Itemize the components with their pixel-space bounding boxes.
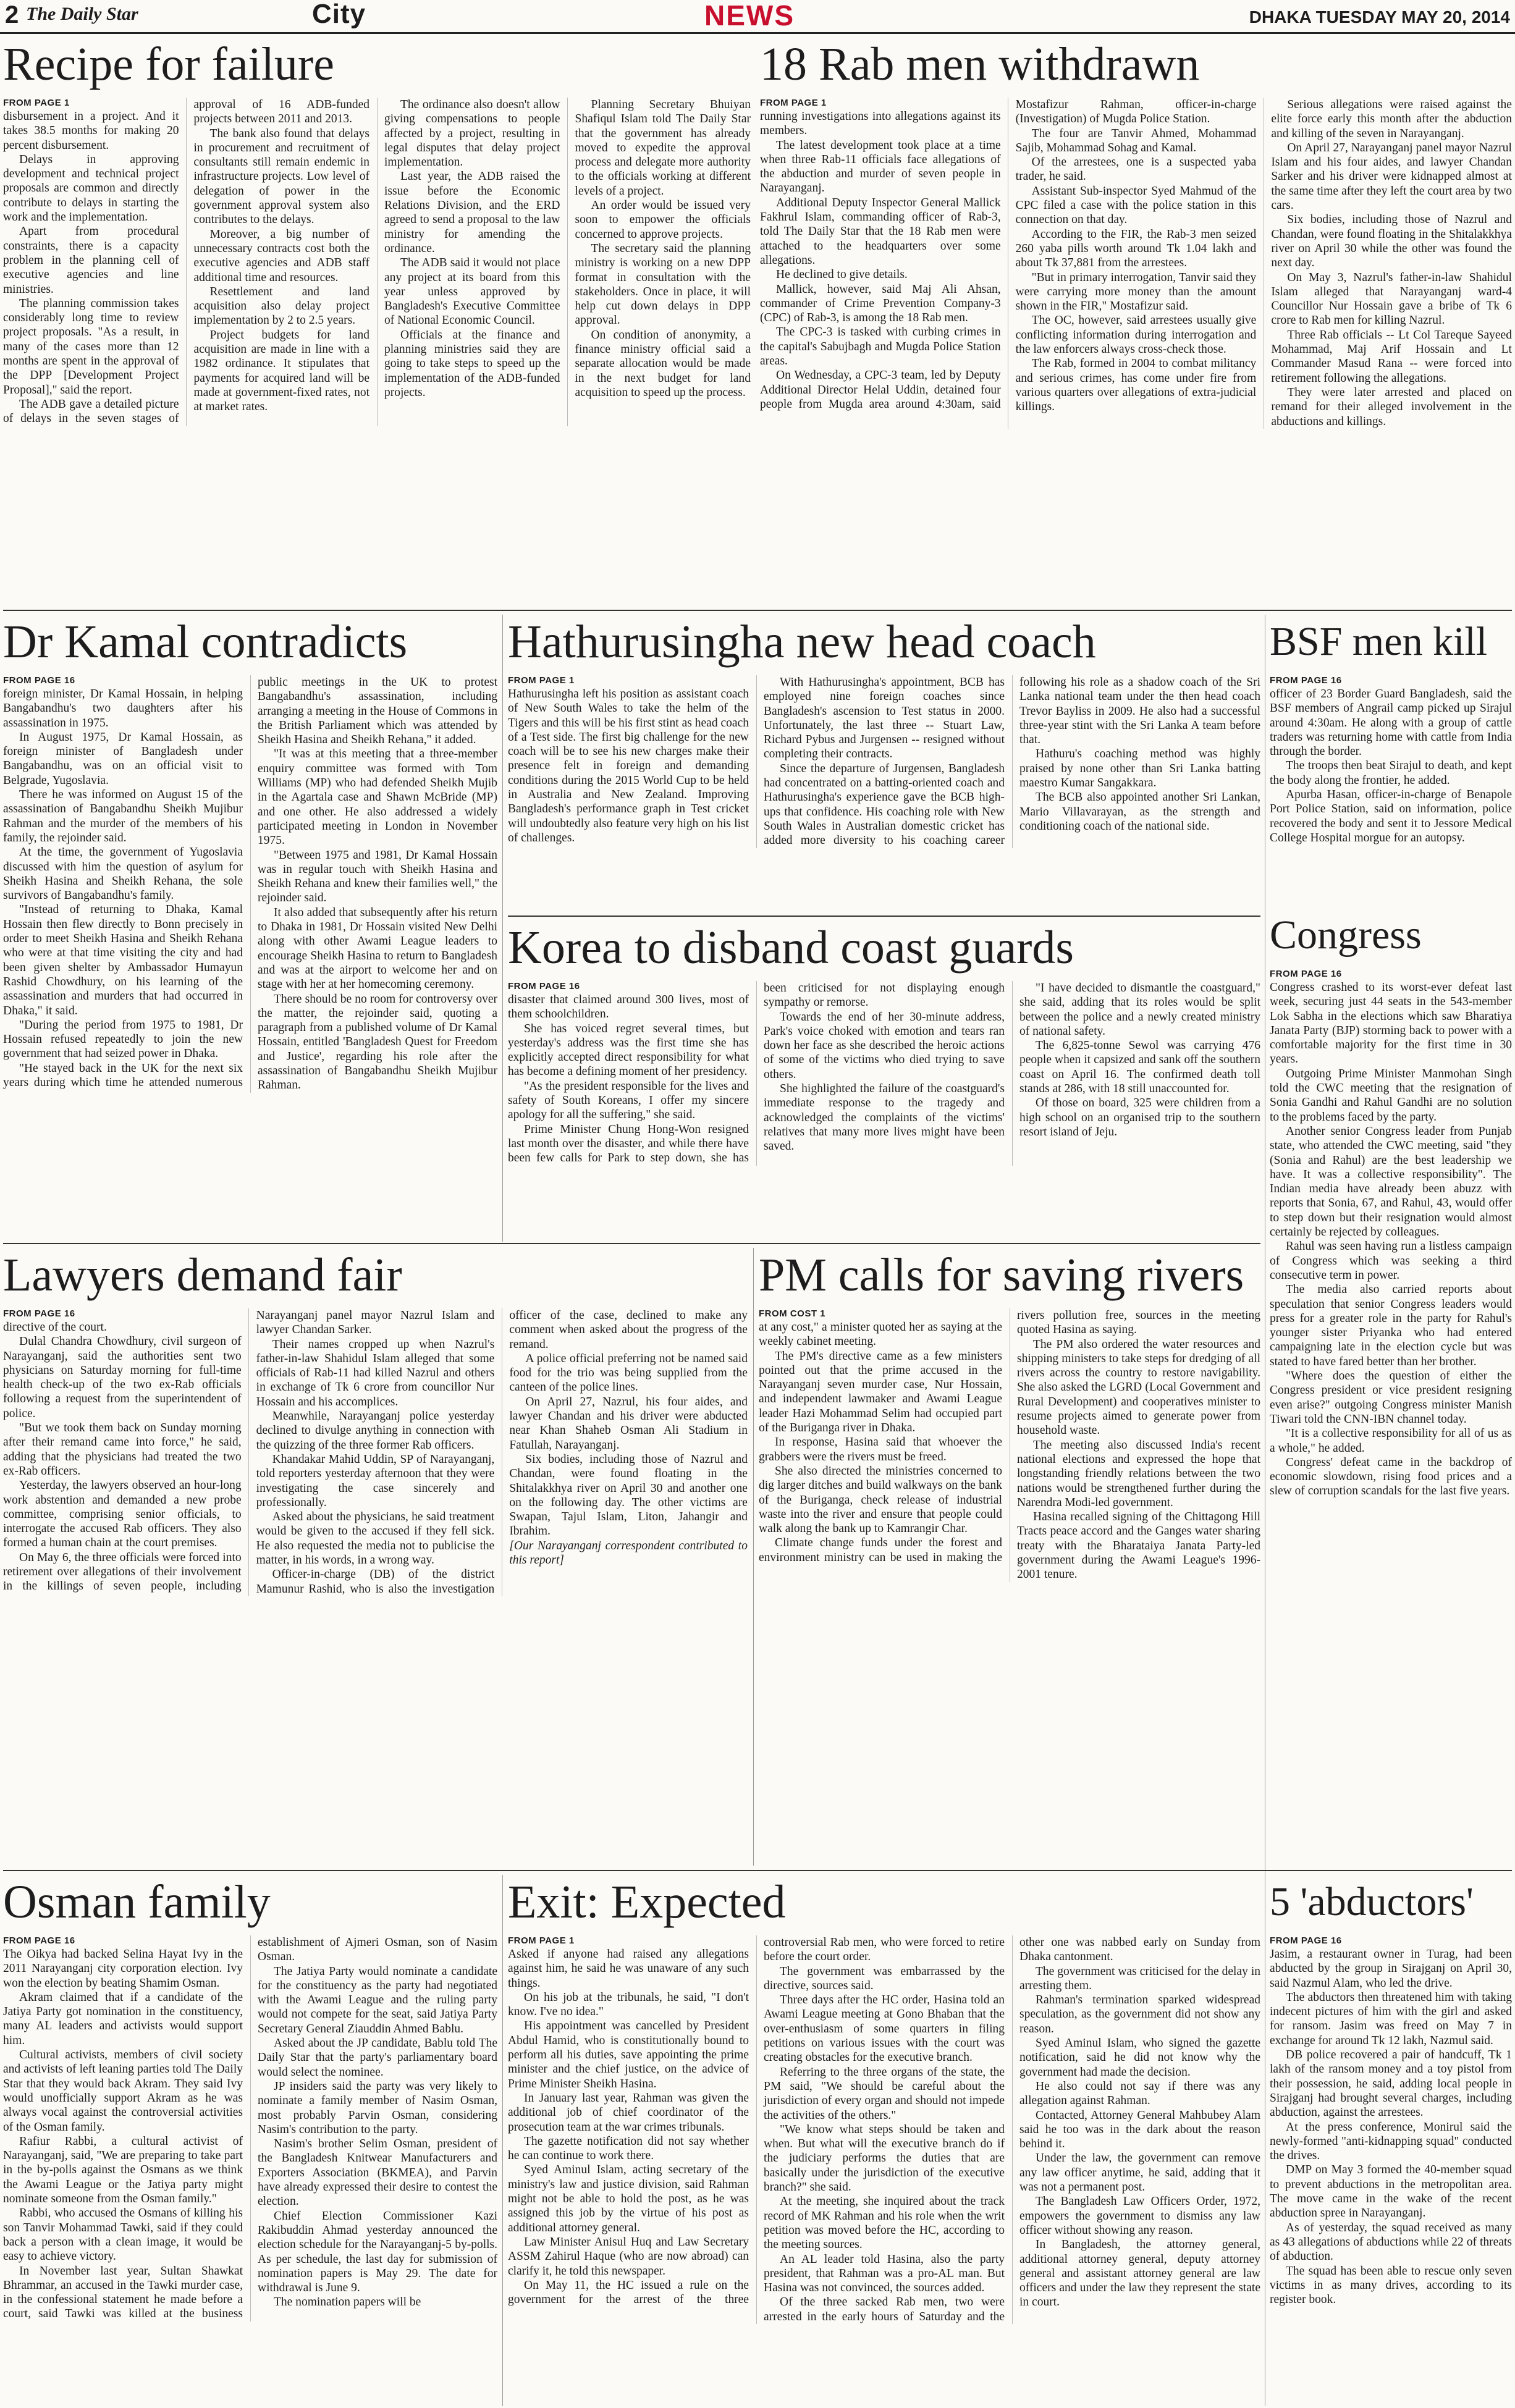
article-body [3,675,497,1093]
article-body [759,1308,1260,1582]
paragraph: Rabbi, who accused the Osmans of killing his son Tanvir Mohammad Tawki, said if they could back a person with a clean image, it would be easy to achieve victory. [3,2207,243,2263]
divider [508,916,1260,917]
paragraph: It also added that subsequently after his return to Dhaka in 1981, Dr Hossain visited New Delhi along with other Awami League leaders to encourage Sheikh Hasina to return to Bangladesh and was at the airport to welcome her and on stage with her at her homecoming ceremony. [258,906,497,991]
paragraph: directive of the court. [3,1321,107,1334]
paragraph: "He stayed back in the UK for the next six years during which time he attended numerous public meetings in the UK to protest Bangabandhu's assassination, including arranging a meeting in the House of Commons in the British Parliament which was attended by Sheikh Hasina and Sheikh Rehana," it added. [3,676,497,1090]
paragraph: She also directed the ministries concerned to dig larger ditches and build walkways on the bank of the Buriganga, check release of industrial waste into the river and ensure that people could walk along the bank up to Kamrangir Char. [759,1464,1002,1536]
paragraph: The PM also ordered the water resources and shipping ministers to take steps for dredging of all rivers across the country to restore navigability. She also asked the LGRD (Local Government and Rural Development) and cooperatives minister to resume projects aimed to generate power from household waste. [1017,1337,1260,1438]
paper-logo: The Daily Star [26,4,138,24]
paragraph: "It was at this meeting that a three-member enquiry committee was formed with Tom Williams (MP) who had defended Sheikh Mujib in the Agartala case and Shawn McBride (MP) and one other. He also addressed a widely participated meeting in London in November 1975. [258,747,497,848]
paragraph: An order would be issued very soon to empower the officials concerned to approve projects. [575,199,751,241]
paragraph: He declined to give details. [776,268,908,282]
headline: Dr Kamal contradicts [3,616,408,668]
divider [3,1243,1260,1244]
headline: Lawyers demand fair [3,1249,402,1301]
paragraph: On April 27, Narayanganj panel mayor Nazrul Islam and his four aides, and lawyer Chandan Sarker and his driver were kidnapped almost at the same time after they left the court area by two cars. [1271,141,1512,213]
paragraph: Contacted, Attorney General Mahbubey Alam said he too was in the dark about the reason behind it. [1019,2108,1260,2151]
paragraph: Syed Aminul Islam, acting secretary of the ministry's law and justice division, said Rahman might not be able to hold the post, as he was assigned this job by the virtue of his post as additional attorney general. [508,2163,749,2234]
continuation-kicker: FROM PAGE 1 [508,675,575,686]
paragraph: Rahman's termination sparked widespread speculation, as the government did not show any reason. [1019,1993,1260,2035]
continuation-kicker: FROM COST 1 [759,1308,826,1319]
paragraph: The gazette notification did not say whether he can continue to work there. [508,2134,749,2163]
paragraph: "Instead of returning to Dhaka, Kamal Hossain then flew directly to Bonn precisely in order to meet Sheikh Hasina and Sheikh Rehana who were at that time visiting the city and had been given shelter by Ambassador Humayun Rashid Chowdhury, on his learning of the assassination and murders that had occurred in Dhaka," it said. [3,903,243,1017]
paragraph: He also could not say if there was any allegation against Rahman. [1019,2079,1260,2108]
paragraph: at any cost," a minister quoted her as saying at the weekly cabinet meeting. [759,1321,1002,1349]
paragraph: The Oikya had backed Selina Hayat Ivy in the 2011 Narayanganj city corporation election. Ivy won the election by beating Shamim Osman. [3,1948,243,1990]
paragraph: The troops then beat Sirajul to death, and kept the body along the frontier, he added. [1270,759,1512,787]
divider [3,610,1512,611]
paragraph: With Hathurusingha's appointment, BCB has employed nine foreign coaches since Bangladesh's ascension to Test status in 2000. Unfortunately, the last three -- Stuart Law, Richard Pybus and Jurgensen -- resigned without completing their contracts. [764,676,1005,761]
article-body [1270,675,1512,845]
divider [502,1875,503,2406]
article-body [3,1308,748,1596]
story-congress [1270,908,1512,1863]
paragraph: The squad has been able to rescue only seven victims in as many drives, according to its register book. [1270,2264,1512,2307]
divider [753,1248,754,1866]
paragraph: The Jatiya Party would nominate a candidate for the constituency as the party had negotiated with the Awami League and the ruling party would not compete for the seat, said Jatiya Party Secretary General Ziauddin Ahmed Bablu. [258,1964,497,2035]
paragraph: She highlighted the failure of the coastguard's immediate response to the tragedy and acknowledged the complaints of the victims' relatives that many more lives might have been saved. [764,1082,1005,1153]
paragraph: Of those on board, 325 were children from a high school on an organised trip to the southern resort island of Jeju. [1019,1097,1260,1139]
paragraph: In January last year, Rahman was given the additional job of chief coordinator of the prosecution team at the war crimes tribunals. [508,2091,749,2134]
story-lawyers-demand-fair [3,1248,748,1866]
paragraph: The Rab, formed in 2004 to combat militancy and serious crimes, has come under fire from various quarters over allegations of extra-judicial killings. [1015,357,1257,414]
paragraph: The government was embarrassed by the directive, sources said. [764,1964,1005,1992]
article-body [3,98,751,426]
story-bsf-men-kill [1270,615,1512,899]
paragraph: There he was informed on August 15 of the assassination of Bangabandhu Sheikh Mujibur Rahman and the murder of the members of his family, the rejoinder said. [3,788,243,844]
paragraph: She has voiced regret several times, but yesterday's address was the first time she has explicitly accepted direct responsibility for what has become a defining moment of her presidency. [508,1022,749,1079]
paragraph: The nomination papers will be [274,2296,421,2309]
paragraph: As of yesterday, the squad received as many as 43 allegations of abductions while 22 of threats of abduction. [1270,2221,1512,2263]
story-osman-family [3,1875,497,2406]
paragraph: On condition of anonymity, a finance ministry official said a separate allocation would be made in the next budget for land acquisition to speed up the process. [575,328,751,399]
headline: Congress [1270,912,1422,958]
continuation-kicker: FROM PAGE 16 [1270,1935,1342,1946]
paragraph: "I have decided to dismantle the coastguard," she said, adding that its roles would be split between the police and a newly created ministry of national safety. [1019,982,1260,1038]
paragraph: Three Rab officials -- Lt Col Tareque Sayeed Mohammad, Maj Arif Hossain and Lt Commander Masud Rana -- were forced into retirement following the allegations. [1271,328,1512,385]
paragraph: At the meeting, she inquired about the track record of MK Rahman and his role when the writ petition was moved before the HC, according to the meeting sources. [764,2195,1005,2252]
paragraph: On April 27, Nazrul, his four aides, and lawyer Chandan and his driver were abducted near Khan Shaheb Osman Ali Stadium in Fatullah, Narayanganj. [509,1395,748,1452]
paragraph: "As the president responsible for the lives and safety of South Koreans, I offer my sincere apology for all the suffering," she said. [508,1079,749,1122]
paragraph: officer of 23 Border Guard Bangladesh, said the BSF members of Angrail camp picked up Sirajul around 4:30am. He along with a group of cattle traders was returning home with cattle from India through the border. [1270,688,1512,759]
paragraph: running investigations into allegations against its members. [760,110,1001,138]
paragraph: Hathuru's coaching method was highly praised by none other than Sri Lanka batting maestro Kumar Sangakkara. [1019,747,1260,790]
paragraph: The Bangladesh Law Officers Order, 1972, empowers the government to dismiss any law officer without showing any reason. [1019,2195,1260,2237]
paragraph: The CPC-3 is tasked with curbing crimes in the capital's Sabujbagh and Mugda Police Station areas. [760,326,1001,368]
paragraph: The ordinance also doesn't allow giving compensations to people affected by a project, resulting in legal disputes that delay project implementation. [384,98,560,169]
paragraph: On his job at the tribunals, he said, "I don't know. I've no idea." [508,1990,749,2019]
paragraph: Towards the end of her 30-minute address, Park's voice choked with emotion and tears ran down her face as she described the heroic actions of some of the victims who died trying to save others. [764,1010,1005,1081]
paragraph: JP insiders said the party was very likely to nominate a family member of Nasim Osman, most probably Parvin Osman, considering Nasim's contribution to the party. [258,2079,497,2136]
article-body [508,675,1260,848]
paragraph: DMP on May 3 formed the 40-member squad to prevent abductions in the metropolitan area. The move came in the wake of the recent abduction spree in Narayanganj. [1270,2163,1512,2220]
paragraph: "But in primary interrogation, Tanvir said they were carrying more money than the amount shown in the FIR," Mostafizur said. [1015,271,1257,313]
paragraph: Officer-in-charge (DB) of the district Mamunur Rashid, who is also the investigation officer of the case, declined to make any comment when asked about the progress of the remand. [256,1309,748,1596]
section-title: City [312,0,366,29]
paragraph: Three days after the HC order, Hasina told an Awami League meeting at Gono Bhaban that the over-enthusiasm of some quarters in filing petitions on various issues with the court was creating obstacles for the executive branch. [764,1993,1005,2065]
dateline: DHAKA TUESDAY MAY 20, 2014 [1249,7,1510,27]
article-body [508,981,1260,1166]
paragraph: Yesterday, the lawyers observed an hour-long work abstention and demanded a new probe committee, comprising senior officials, to interrogate the accused Rab officers. They also formed a human chain at the court premises. [3,1479,242,1550]
paragraph: Of the three sacked Rab men, two were arrested in the early hours of Saturday and the other one was nabbed early on Sunday from Dhaka cantonment. [764,1936,1260,2323]
page-number: 2 [5,1,19,28]
headline: Osman family [3,1876,271,1928]
continuation-kicker: FROM PAGE 16 [3,675,75,686]
divider [502,615,503,1242]
paragraph: Resettlement and land acquisition also delay project implementation by 2 to 2.5 years. [193,285,369,327]
paragraph: "Where does the question of either the Congress president or vice president resigning even arise?" outgoing Congress minister Manish Tiwari told the CNN-IBN channel today. [1270,1370,1512,1426]
paragraph: Referring to the three organs of the state, the PM said, "We should be careful about the jurisdiction of every organ and should not impede the activities of the others." [764,2065,1005,2122]
paragraph: Serious allegations were raised against the elite force early this month after the abduction and killing of the seven in Narayanganj. [1271,98,1512,140]
paragraph: Assistant Sub-inspector Syed Mahmud of the CPC filed a case with the police station in this connection on that day. [1015,184,1257,227]
paragraph: The government was criticised for the delay in arresting them. [1019,1964,1260,1992]
continuation-kicker: FROM PAGE 1 [3,98,70,108]
story-rab-men-withdrawn [760,37,1512,605]
paragraph: Six bodies, including those of Nazrul and Chandan, were found floating in the Shitalakkhya river on April 30 and another one on the following day. The other victims are Swapan, Tajul Islam, Liton, Jahangir and Ibrahim. [509,1452,748,1538]
paragraph: At the time, the government of Yugoslavia discussed with him the question of asylum for Sheikh Hasina and Sheikh Rehana, the sole survivors of Bangabandhu's family. [3,846,243,903]
paragraph: The ADB said it would not place any project at its board from this year unless approved by Bangladesh's Executive Committee of National Economic Council. [384,256,560,327]
paragraph: Hasina recalled signing of the Chittagong Hill Tracts peace accord and the Ganges water sharing treaty with the Bharataiya Janata Party-led government during the Awami League's 1996-2001 tenure. [1017,1510,1260,1581]
paragraph: The abductors then threatened him with taking indecent pictures of him with the girl and asked for ransom. Jasim was freed on May 7 in exchange for around Tk 12 lakh, Nazmul said. [1270,1990,1512,2047]
paragraph: Asked if anyone had raised any allegations against him, he said he was unaware of any such things. [508,1948,749,1990]
divider [3,1870,1512,1871]
paragraph: The four are Tanvir Ahmed, Mohammad Sajib, Mohammad Sohag and Kamal. [1015,127,1257,154]
headline: Recipe for failure [3,38,334,90]
paragraph: Jasim, a restaurant owner in Turag, had been abducted by the group in Sirajganj on April 30, said Nazmul Alam, who led the drive. [1270,1948,1512,1990]
headline: Exit: Expected [508,1876,786,1928]
paragraph: "Between 1975 and 1981, Dr Kamal Hossain was in regular touch with Sheikh Hasina and Sheikh Rehana and knew their families well," the rejoinder said. [258,848,497,905]
paragraph: Prime Minister Chung Hong-Won resigned last month over the disaster, and while there have been few calls for Park to step down, she has been criticised for not displaying enough sympathy or remorse. [508,982,1005,1165]
paragraph: On May 6, the three officials were forced into retirement over allegations of their involvement in the killings of seven people, including Narayanganj panel mayor Nazrul Islam and lawyer Chandan Sarker. [3,1309,495,1593]
paragraph: Last year, the ADB raised the issue before the Economic Relations Division, and the ERD agreed to send a proposal to the law ministry for amending the ordinance. [384,170,560,255]
paragraph: The BCB also appointed another Sri Lankan, Mario Villavarayan, as the strength and conditioning coach of the national side. [1019,791,1260,833]
paragraph: On Wednesday, a CPC-3 team, led by Deputy Additional Director Helal Uddin, detained four people from Mugda area around 4:30am, said Mostafizur Rahman, officer-in-charge (Investigation) of Mugda Police Station. [760,98,1257,411]
story-5-abductors [1270,1875,1512,2406]
paragraph: "But we took them back on Sunday morning after their remand came into force," he said, adding that the physicians had treated the two ex-Rab officers. [3,1421,242,1478]
paragraph: Planning Secretary Bhuiyan Shafiqul Islam told The Daily Star that the government has already moved to expedite the approval process and delegate more authority to the officials working at different levels of a project. [575,98,751,198]
continuation-kicker: FROM PAGE 16 [3,1935,75,1946]
paragraph: Apurba Hasan, officer-in-charge of Benapole Port Police Station, said on information, police recovered the body and sent it to Jessore Medical College Hospital morgue for an autopsy. [1270,788,1512,844]
paragraph: Congress' defeat came in the backdrop of economic slowdown, rising food prices and a slew of corruption scandals for the last five years. [1270,1455,1512,1498]
paragraph: Moreover, a big number of unnecessary contracts cost both the executive agencies and ADB staff additional time and resources. [193,227,369,284]
paragraph: Under the law, the government can remove any law officer anytime, he said, adding that it was not a permanent post. [1019,2152,1260,2194]
paragraph: Apart from procedural constraints, there is a capacity problem in the planning cell of executive agencies and line ministries. [3,225,179,296]
headline: Hathurusingha new head coach [508,616,1096,668]
paragraph: Chief Election Commissioner Kazi Rakibuddin Ahmad yesterday announced the election schedule for the Narayanganj-5 by-polls. As per schedule, the last day for submission of nomination papers is May 29. The date for withdrawal is June 9. [258,2209,497,2295]
paragraph: The PM's directive came as a few ministers pointed out that the prime accused in the Narayanganj seven murder case, Nur Hossain, and independent lawmaker and Awami League leader Hazi Mohammad Selim had occupied part of the Buriganga river in Dhaka. [759,1349,1002,1435]
paragraph: His appointment was cancelled by President Abdul Hamid, who is constitutionally bound to perform all his duties, save appointing the prime minister and the chief justice, on the advice of Prime Minister Sheikh Hasina. [508,2019,749,2090]
paragraph: The meeting also discussed India's recent national elections and expressed the hope that longstanding friendly relations between the two nations would be strengthened further during the Narendra Modi-led government. [1017,1438,1260,1509]
paragraph: The bank also found that delays in procurement and recruitment of consultants still remain endemic in infrastructure projects. Low level of delegation of power in the government approval system also contributes to the delays. [193,127,369,227]
paragraph: Their names cropped up when Nazrul's father-in-law Shahidul Islam alleged that some officials of Rab-11 had killed Nazrul and others in exchange of Tk 6 crore from councillor Nur Hossain and his accomplices. [256,1337,495,1408]
paragraph: DB police recovered a pair of handcuff, Tk 1 lakh of the ransom money and a toy pistol from their possession, he said, adding local people in Sirajganj had brought several charges, including abduction, against the arrestees. [1270,2048,1512,2120]
paragraph: Climate change funds under the forest and environment ministry can be used in making the rivers pollution free, sources in the meeting quoted Hasina as saying. [759,1309,1260,1564]
story-exit-expected [508,1875,1260,2406]
headline: 18 Rab men withdrawn [760,38,1200,90]
headline: PM calls for saving rivers [759,1249,1244,1301]
story-korea-coast-guards [508,920,1260,1239]
paragraph: Delays in approving development and technical project proposals are common and directly contribute to delays in starting the work and the implementation. [3,153,179,224]
paragraph: Cultural activists, members of civil society and activists of left leaning parties told The Daily Star that they would back Akram. They said Ivy would unofficially support Akram as he was always vocal against the controversial activities of the Osman family. [3,2048,243,2134]
continuation-kicker: FROM PAGE 16 [3,1308,75,1319]
paragraph: There should be no room for controversy over the matter, the rejoinder said, quoting a paragraph from a published volume of Dr Kamal Hossain, entitled 'Bangladesh Quest for Freedom and Justice', regarding his role after the assassination of Bangabandhu Sheikh Mujibur Rahman. [258,992,497,1092]
paragraph: The ADB gave a detailed picture of delays in the seven stages of approval of 16 ADB-funded projects between 2011 and 2013. [3,98,369,426]
article-body [3,1935,497,2322]
article-body [1270,969,1512,1499]
paragraph: An AL leader told Hasina, also the party president, that Rahman was a pro-AL man. But Hasina was not convinced, the sources added. [764,2252,1005,2295]
paragraph: Dulal Chandra Chowdhury, civil surgeon of Narayanganj, said the authorities sent two physicians on Saturday morning for full-time health check-up of the two ex-Rab officials following a request from the superintendent of police. [3,1335,242,1420]
paragraph: At the press conference, Monirul said the newly-formed "anti-kidnapping squad" conducted the drives. [1270,2120,1512,2163]
paragraph: "We know what steps should be taken and when. But what will the executive branch do if the judiciary performs the duties that are basically under the jurisdiction of the executive branch?" she said. [764,2123,1005,2194]
paragraph: Project budgets for land acquisition are made in line with a 1982 ordinance. It stipulates that payments for acquired land will be made at government-fixed rates, not at market rates. [193,328,369,414]
paragraph: Syed Aminul Islam, who signed the gazette notification, said he did not know why the government had made the decision. [1019,2037,1260,2079]
paragraph: In November last year, Sultan Shawkat Bhrammar, an accused in the Tawki murder case, in the confessional statement he made before a court, said Tawki was killed at the business establishment of Ajmeri Osman, son of Nasim Osman. [3,1936,497,2321]
paragraph: Rahul was seen having run a listless campaign of Congress which was seeking a third consecutive term in power. [1270,1240,1512,1282]
paragraph: "During the period from 1975 to 1981, Dr Hossain refused repeatedly to join the new government that had seized power in Dhaka. [3,1018,243,1061]
headline: 5 'abductors' [1270,1879,1474,1924]
story-hathurusingha-head-coach [508,615,1260,911]
paragraph: They were later arrested and placed on remand for their alleged involvement in the abductions and killings. [1271,385,1512,428]
paragraph: According to the FIR, the Rab-3 men seized 260 yaba pills worth around Tk 1.04 lakh and about Tk 37,881 from the arrestees. [1015,227,1257,270]
story-dr-kamal-contradicts [3,615,497,1239]
news-label: NEWS [704,0,795,32]
paragraph: disbursement in a project. And it takes 38.5 months for making 20 percent disbursement. [3,110,179,152]
paragraph: Akram claimed that if a candidate of the Jatiya Party got nomination in the constituency, many AL leaders and activists would support him. [3,1990,243,2047]
paragraph: Hathurusingha left his position as assistant coach of New South Wales to take the helm of the Tigers and this will be his first stint as head coach of a Test side. The first big challenge for the new coach will be to see his new charges make their presence felt in foreign and demanding conditions during the 2015 World Cup to be held in Australia and New Zealand. Improving Bangladesh's performance graph in Test cricket will undoubtedly also feature very high on his list of challenges. [508,688,749,844]
paragraph: Nasim's brother Selim Osman, president of the Bangladesh Knitwear Manufacturers and Exporters Association (BKMEA), and Parvin have already expressed their desire to contest the election. [258,2137,497,2208]
paragraph: Rafiur Rabbi, a cultural activist of Narayanganj, said, "We are preparing to take part in the by-polls against the Osmans as we think the Awami League or the Jatiya party might nominate someone from the Osman family." [3,2134,243,2206]
article-body [508,1935,1260,2324]
paragraph: A police official preferring not be named said food for the trio was being supplied from the canteen of the police lines. [509,1352,748,1394]
continuation-kicker: FROM PAGE 1 [508,1935,575,1946]
paragraph: Since the departure of Jurgensen, Bangladesh had concentrated on a batting-oriented coach and Hathurusingha's experience gave the BCB high-ups that confidence. His coaching role with New South Wales in Australian domestic cricket has added more diversity to his coaching career following his role as a shadow coach of the Sri Lanka national team under the then head coach Trevor Bayliss in 2009. He also had a successful three-year stint with the Sri Lanka A team before that. [764,676,1260,848]
continuation-kicker: FROM PAGE 16 [1270,969,1342,979]
paragraph: disaster that claimed around 300 lives, most of them schoolchildren. [508,993,749,1021]
article-body [760,98,1512,429]
paragraph: Outgoing Prime Minister Manmohan Singh told the CWC meeting that the resignation of Sonia Gandhi and Rahul Gandhi are no solution to the problems faced by the party. [1270,1067,1512,1124]
paragraph: On May 11, the HC issued a rule on the government for the arrest of the three controversial Rab men, who were forced to retire before the court order. [508,1936,1005,2307]
headline: BSF men kill [1270,619,1488,664]
paragraph: In response, Hasina said that whoever the grabbers were the rivers must be freed. [759,1436,1002,1463]
correspondent-note: [Our Narayanganj correspondent contributed to this report] [509,1539,748,1567]
paragraph: The planning commission takes considerably long time to review project proposals. "As a result, in many of the cases more than 12 months are spent in the approval of the DPP [Development Project Proposal]," said the report. [3,297,179,397]
article-body [1270,1935,1512,2307]
paragraph: "It is a collective responsibility for all of us as a whole," he added. [1270,1427,1512,1455]
paragraph: Asked about the physicians, he said treatment would be given to the accused if they fell sick. He also requested the media not to publicise the matter, in his words, in a wrong way. [256,1510,495,1567]
continuation-kicker: FROM PAGE 16 [1270,675,1342,686]
paragraph: Of the arrestees, one is a suspected yaba trader, he said. [1015,156,1257,183]
paragraph: Law Minister Anisul Huq and Law Secretary ASSM Zahirul Haque (who are now abroad) can clarify it, he told this newspaper. [508,2235,749,2278]
masthead [0,0,1515,34]
paragraph: The OC, however, said arrestees usually give conflicting information during interrogation and the law enforcers always cross-check those. [1015,314,1257,356]
paragraph: Another senior Congress leader from Punjab state, who attended the CWC meeting, said "they (Sonia and Rahul) are the best leadership we have. It was a collective responsibility". The Indian media have already been abuzz with reports that Sonia, 67, and Rahul, 43, would offer to step down but their resignation would almost certainly be rejected by colleagues. [1270,1124,1512,1239]
paragraph: In August 1975, Dr Kamal Hossain, as foreign minister of Bangladesh under Bangabandhu, was on an official visit to Belgrade, Yugoslavia. [3,730,243,787]
paragraph: The 6,825-tonne Sewol was carrying 476 people when it capsized and sank off the southern coast on April 16. The confirmed death toll stands at 286, with 18 still unaccounted for. [1019,1039,1260,1096]
paragraph: The latest development took place at a time when three Rab-11 officials face allegations of the abduction and murder of seven people in Narayanganj. [760,138,1001,195]
paragraph: The media also carried reports about speculation that senior Congress leaders would press for a greater role in the party for Rahul's younger sister Priyanka who had entered campaigning late in the election cycle but was stated to have fared better than her brother. [1270,1283,1512,1368]
paragraph: On May 3, Nazrul's father-in-law Shahidul Islam alleged that Narayanganj ward-4 Councillor Nur Hossain gave a bribe of Tk 6 crore to Rab men for killing Nazrul. [1271,271,1512,327]
paragraph: In Bangladesh, the attorney general, additional attorney general, deputy attorney general and assistant attorney general are law officers and under the law they represent the state in court. [1019,2238,1260,2309]
paragraph: Khandakar Mahid Uddin, SP of Narayanganj, told reporters yesterday afternoon that they were investigating the case sincerely and professionally. [256,1452,495,1509]
paragraph: The secretary said the planning ministry is working on a new DPP format in consultation with the stakeholders. Once in place, it will help cut down delays in DPP approval. [575,242,751,327]
paragraph: foreign minister, Dr Kamal Hossain, in helping Bangabandhu's two daughters after his assassination in 1975. [3,688,243,730]
paragraph: Meanwhile, Narayanganj police yesterday declined to divulge anything in connection with the quizzing of the three former Rab officers. [256,1410,495,1452]
paragraph: Additional Deputy Inspector General Mallick Fakhrul Islam, commanding officer of Rab-3, told The Daily Star that the 18 Rab men were attached to the headquarters over some allegations. [760,196,1001,267]
paragraph: Congress crashed to its worst-ever defeat last week, securing just 44 seats in the 543-member Lok Sabha in the elections which saw Bharatiya Janata Party (BJP) storming back to power with a comfortable majority for the first time in 30 years. [1270,981,1512,1066]
paragraph: Six bodies, including those of Nazrul and Chandan, were found floating in the Shitalakkhya river on April 30 while the other was found the next day. [1271,213,1512,270]
headline: Korea to disband coast guards [508,922,1074,974]
story-pm-calls-saving-rivers [759,1248,1260,1866]
paragraph: Officials at the finance and planning ministries said they are going to take steps to speed up the implementation of the ADB-funded projects. [384,328,560,399]
continuation-kicker: FROM PAGE 1 [760,98,827,108]
paragraph: Mallick, however, said Maj Ali Ahsan, commander of Crime Prevention Company-3 (CPC) of Rab-3, is among the 18 Rab men. [760,282,1001,325]
story-recipe-for-failure [3,37,751,605]
continuation-kicker: FROM PAGE 16 [508,981,580,991]
paragraph: Asked about the JP candidate, Bablu told The Daily Star that the party's parliamentary board would select the nominee. [258,2037,497,2079]
